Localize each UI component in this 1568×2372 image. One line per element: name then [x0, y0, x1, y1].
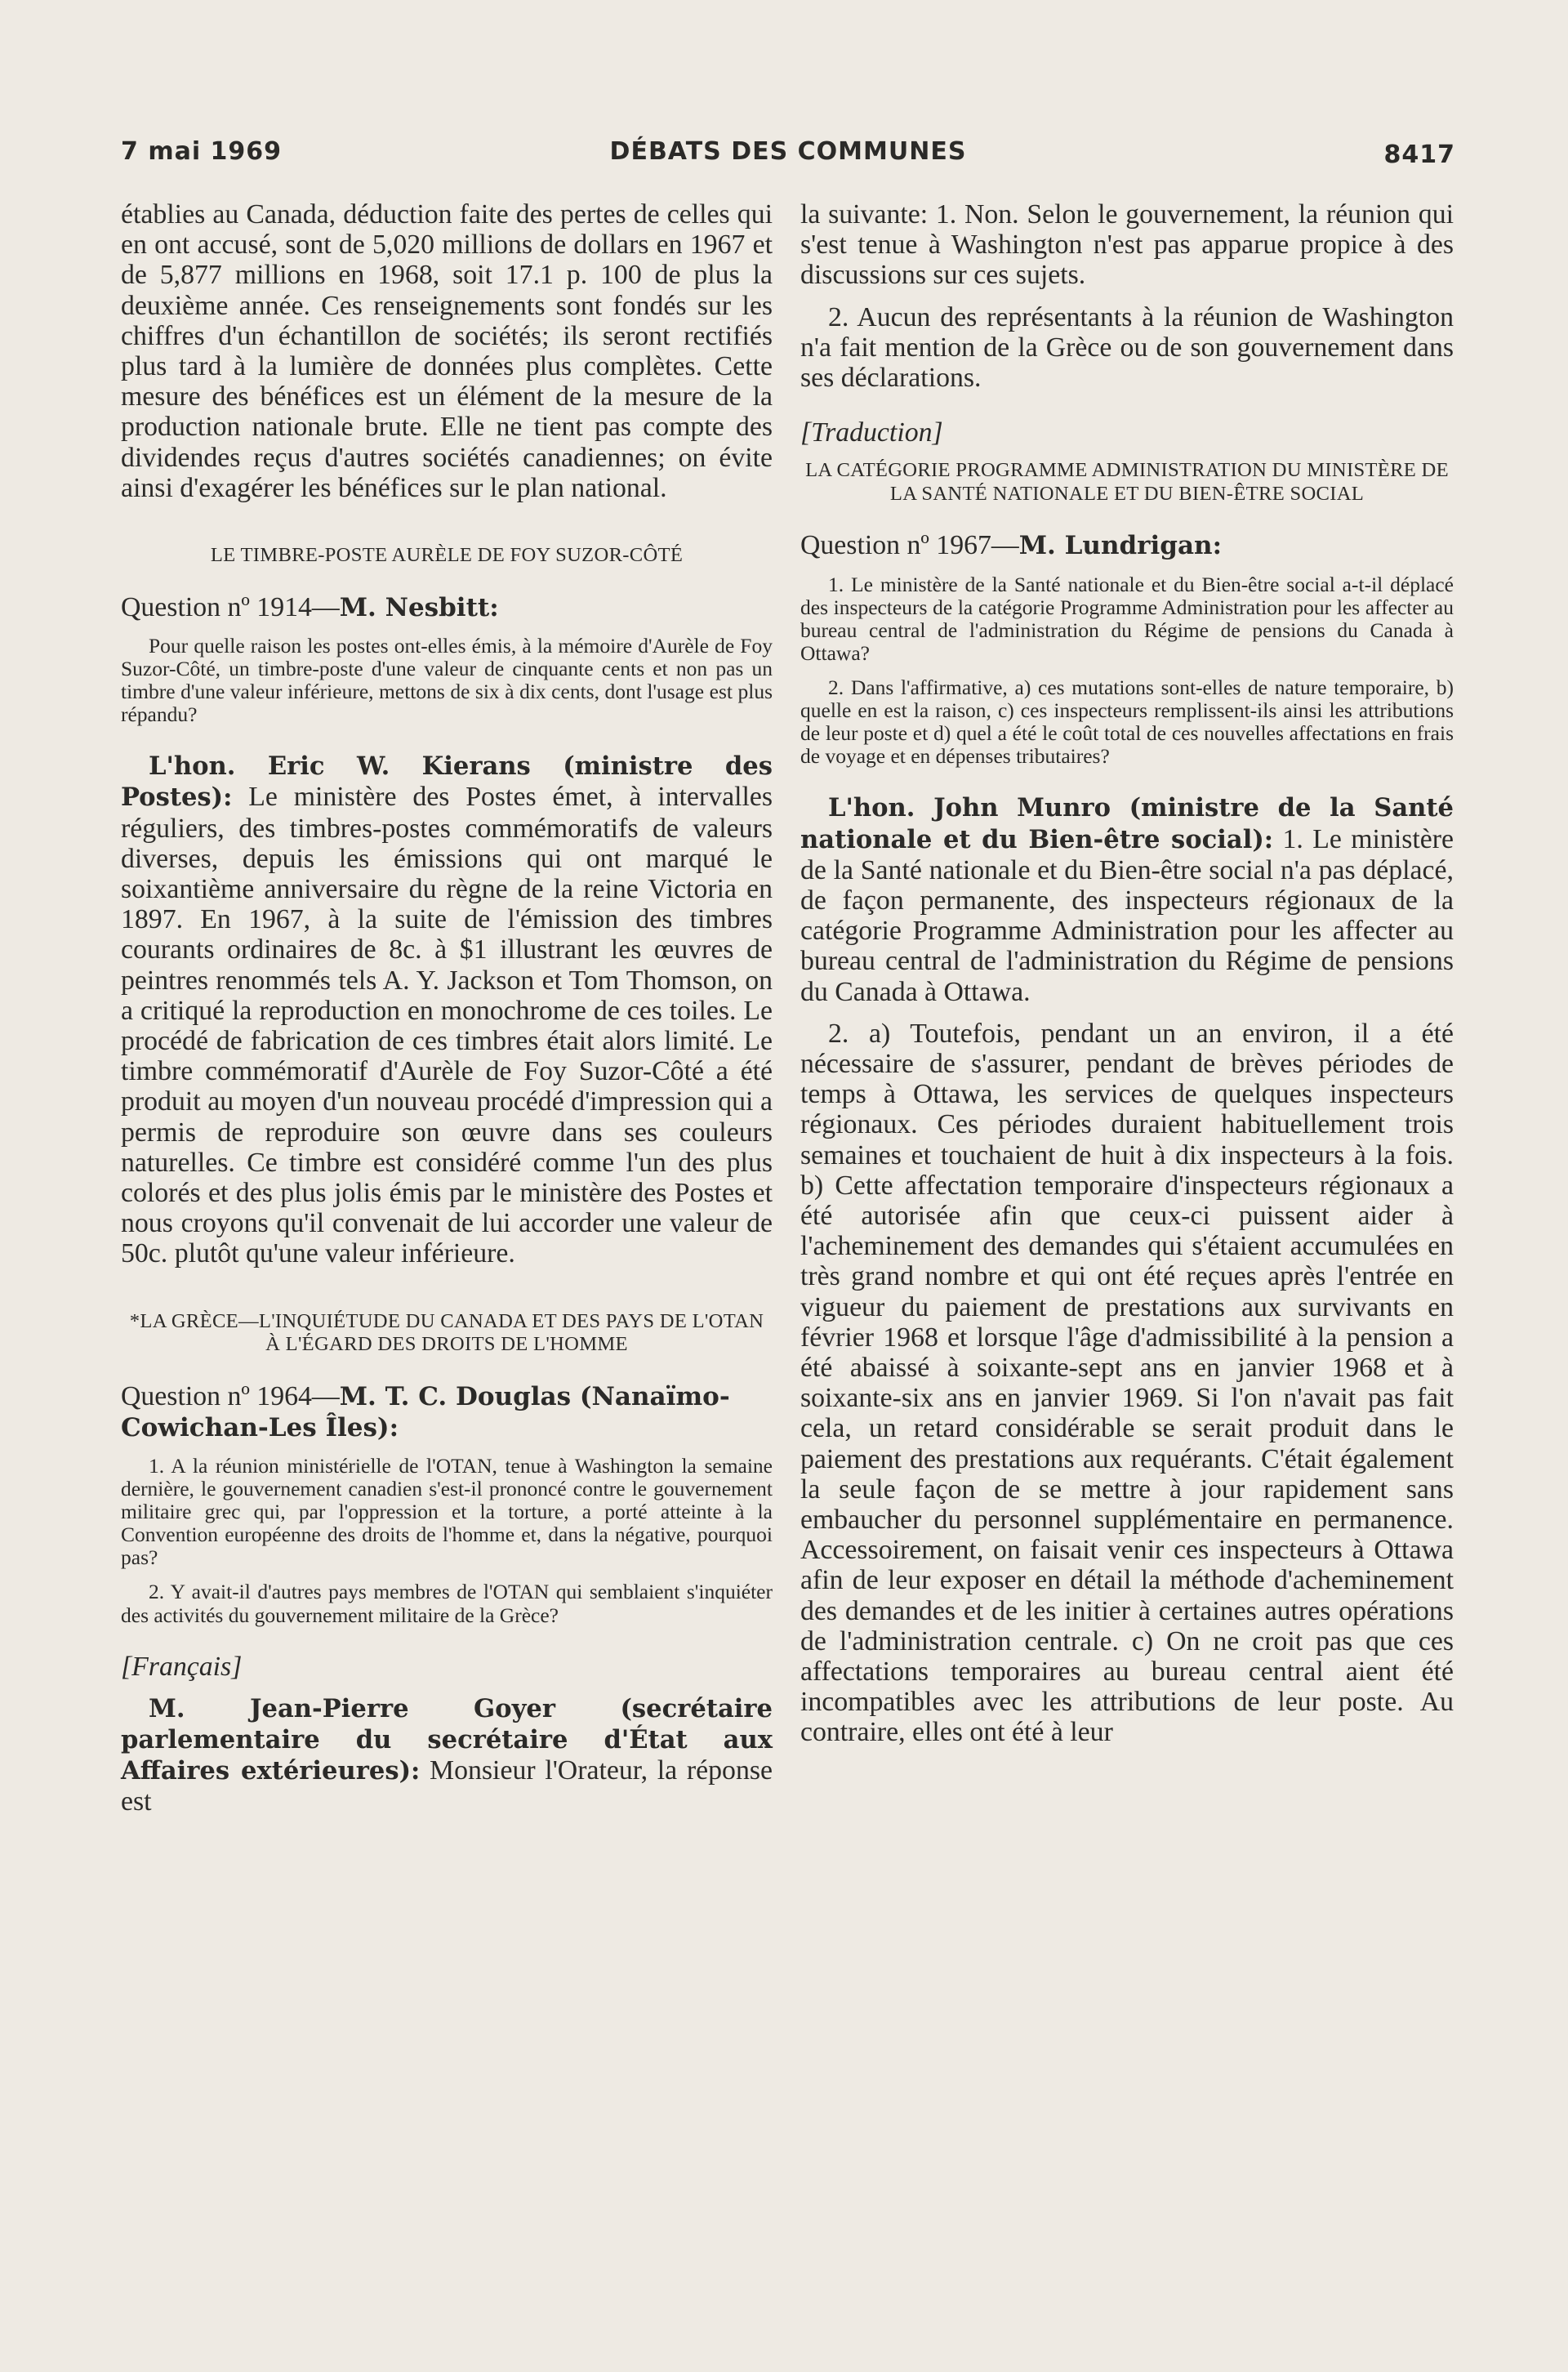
section-heading: *LA GRÈCE—L'INQUIÉTUDE DU CANADA ET DES PAYS DE L'OTAN À L'ÉGARD DES DROITS DE L'HOMME	[129, 1309, 764, 1356]
language-tag: [Traduction]	[800, 417, 943, 448]
questioner-name: M. T. C. Douglas (Nanaïmo-Cowichan-Les Îles):	[121, 1381, 730, 1442]
question-line	[121, 1381, 773, 1443]
language-tag: [Français]	[121, 1651, 243, 1682]
questioner-name: M. Lundrigan:	[1018, 531, 1223, 561]
question-label: Question nº 1967—	[800, 530, 1019, 561]
answer-paragraph	[800, 792, 1454, 1006]
question-label: Question nº 1964—	[121, 1380, 340, 1411]
section-heading: LA CATÉGORIE PROGRAMME ADMINISTRATION DU MINISTÈRE DE LA SANTÉ NATIONALE ET DU BIEN-ÊTRE SOCIAL	[805, 459, 1449, 505]
question-text: 1. Le ministère de la Santé nationale et du Bien-être social a-t-il déplacé des inspecteurs de la catégorie Programme Administration pour les affecter au bureau central de l'administration du Régime de pensions du Canada à Ottawa?	[800, 572, 1454, 665]
page-number: 8417	[1383, 140, 1455, 169]
question-line	[800, 530, 1454, 561]
answer-paragraph	[121, 1693, 773, 1817]
answer-paragraph	[121, 751, 773, 1268]
header-title: DÉBATS DES COMMUNES	[609, 137, 967, 166]
page-header	[121, 137, 1455, 176]
question-text: Pour quelle raison les postes ont-elles émis, à la mémoire d'Aurèle de Foy Suzor-Côté, un timbre-poste d'une valeur de cinquante cents et non pas un timbre d'une valeur inférieure, mettons de six à dix cents, dont l'usage est plus répandu?	[121, 633, 773, 727]
speaker-name: L'hon. John Munro (ministre de la Santé nationale et du Bien-être social):	[800, 793, 1454, 854]
answer-text: Le ministère des Postes émet, à intervalles réguliers, des timbres-postes commémoratifs de valeurs diverses, depuis les émissions qui ont marqué le soixantième anniversaire du règne de la reine Victoria en 1897. En 1967, à la suite de l'émission des timbres courants ordinaires de 8c. à $1 illustrant les œuvres de peintres renommés tels A. Y. Jackson et Tom Thomson, on a critiqué la reproduction en monochrome de ces toiles. Le procédé de fabrication de ces timbres était alors limité. Le timbre commémoratif d'Aurèle de Foy Suzor-Côté a été produit au moyen d'un nouveau procédé d'impression qui a permis de reproduire son œuvre dans ses couleurs naturelles. Ce timbre est considéré comme l'un des plus colorés et des plus jolis émis par le ministère des Postes et nous croyons qu'il convenait de lui accorder une valeur de 50c. plutôt qu'une valeur inférieure.	[121, 782, 773, 1269]
answer-text: Monsieur l'Orateur, la réponse est	[121, 1755, 773, 1817]
question-text: 1. A la réunion ministérielle de l'OTAN, tenue à Washington la semaine dernière, le gouvernement canadien s'est-il prononcé contre le gouvernement militaire grec qui, par l'oppression et la torture, a porté atteinte à la Convention européenne des droits de l'homme et, dans la négative, pourquoi pas?	[121, 1453, 773, 1570]
left-column	[121, 199, 773, 1817]
question-line	[121, 592, 773, 623]
paragraph: 2. a) Toutefois, pendant un an environ, il a été nécessaire de s'assurer, pendant de brèves périodes de temps à Ottawa, les services de quelques inspecteurs régionaux. Ces périodes duraient habituellement trois semaines et touchaient de huit à dix inspecteurs à la fois. b) Cette affectation temporaire d'inspecteurs régionaux a été autorisée afin que ceux-ci puissent aider à l'acheminement des demandes qui s'étaient accumulées en très grand nombre et qui ont été reçues après l'entrée en vigueur du paiement de prestations aux survivants en février 1968 et lorsque l'âge d'admissibilité à la pension a été abaissé à soixante-sept ans en janvier 1968 et à soixante-six ans en janvier 1969. Si l'on n'avait pas fait cela, un retard considérable se serait produit dans le paiement des prestations aux requérants. C'était également la seule façon de se mettre à jour rapidement sans embaucher du personnel supplémentaire en permanence. Accessoirement, on faisait venir ces inspecteurs à Ottawa afin de leur exposer en détail la méthode d'acheminement des demandes et de les initier à certaines autres opérations de l'administration centrale. c) On ne croit pas que ces affectations temporaires au bureau central aient été incompatibles avec les attributions de leur poste. Au contraire, elles ont été à leur	[800, 1018, 1454, 1748]
speaker-name: L'hon. Eric W. Kierans (ministre des Postes):	[121, 751, 773, 813]
questioner-name: M. Nesbitt:	[339, 592, 499, 622]
right-column	[800, 199, 1454, 1748]
speaker-name: M. Jean-Pierre Goyer (secrétaire parlementaire du secrétaire d'État aux Affaires extérieures):	[121, 1693, 773, 1786]
question-text: 2. Y avait-il d'autres pays membres de l'OTAN qui semblaient s'inquiéter des activités du gouvernement militaire de la Grèce?	[121, 1580, 773, 1627]
header-date: 7 mai 1969	[121, 137, 283, 166]
section-heading: LE TIMBRE-POSTE AURÈLE DE FOY SUZOR-CÔTÉ	[210, 544, 684, 567]
paragraph: la suivante: 1. Non. Selon le gouvernement, la réunion qui s'est tenue à Washington n'est pas apparue propice à des discussions sur ces sujets.	[800, 199, 1454, 291]
question-label: Question nº 1914—	[121, 591, 340, 622]
paragraph: établies au Canada, déduction faite des pertes de celles qui en ont accusé, sont de 5,020 millions de dollars en 1967 et de 5,877 millions en 1968, soit 17.1 p. 100 de plus la deuxième année. Ces renseignements sont fondés sur les chiffres d'un échantillon de sociétés; ils seront rectifiés plus tard à la lumière de données plus complètes. Cette mesure des bénéfices est un élément de la mesure de la production nationale brute. Elle ne tient pas compte des dividendes reçus d'autres sociétés canadiennes; on évite ainsi d'exagérer les bénéfices sur le plan national.	[121, 199, 773, 503]
paragraph: 2. Aucun des représentants à la réunion de Washington n'a fait mention de la Grèce ou de son gouvernement dans ses déclarations.	[800, 301, 1454, 394]
question-text: 2. Dans l'affirmative, a) ces mutations sont-elles de nature temporaire, b) quelle en est la raison, c) ces inspecteurs remplissent-ils ainsi les attributions de leur poste et d) quel a été le coût total de ces nouvelles affectations en frais de voyage et en dépenses tributaires?	[800, 675, 1454, 769]
answer-text: 1. Le ministère de la Santé nationale et du Bien-être social n'a pas déplacé, de façon permanente, des inspecteurs régionaux de la catégorie Programme Administration pour les affecter au bureau central de l'administration du Régime de pensions du Canada à Ottawa.	[800, 823, 1454, 1007]
